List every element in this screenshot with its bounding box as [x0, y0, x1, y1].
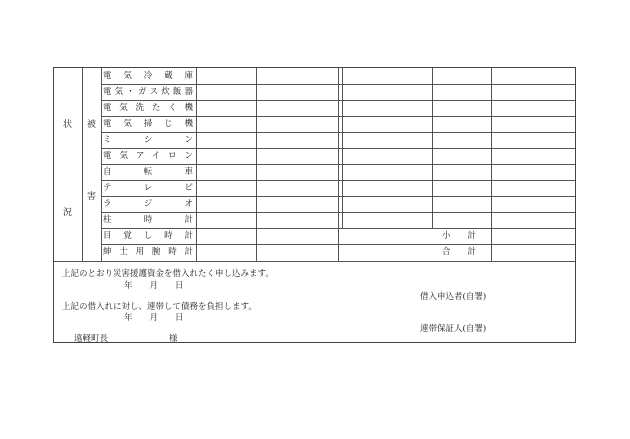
guarantee-statement: 上記の借入れに対し、連帯して債務を負担します。 — [62, 302, 257, 312]
damage-label-1: 被 — [87, 120, 97, 130]
row-line — [54, 261, 575, 262]
damage-label-2: 害 — [87, 192, 97, 202]
damage-status-table — [53, 67, 576, 343]
item-wall-clock: 柱時計 — [103, 215, 193, 225]
total-label: 合 計 — [442, 247, 477, 257]
status-label-2: 況 — [63, 208, 73, 218]
item-refrigerator: 電気冷蔵庫 — [103, 71, 193, 81]
subtotal-label: 小 計 — [442, 231, 477, 241]
item-radio: ラジオ — [103, 199, 193, 209]
application-statement: 上記のとおり災害援護資金を借入れたく申し込みます。 — [62, 269, 274, 279]
item-bicycle: 自転車 — [103, 167, 193, 177]
item-television: テレビ — [103, 183, 193, 193]
honorific-sama: 様 — [169, 334, 178, 344]
item-alarm-clock: 目覚し時計 — [103, 231, 193, 241]
item-vacuum-cleaner: 電気掃じ機 — [103, 119, 193, 129]
guarantor-signature-label: 連帯保証人(自署) — [420, 324, 487, 334]
applicant-signature-label: 借入申込者(自署) — [420, 292, 487, 302]
mayor-addressee: 遠軽町長 — [74, 334, 109, 344]
item-sewing-machine: ミシン — [103, 135, 193, 145]
item-rice-cooker: 電気・ガス炊飯器 — [103, 87, 193, 97]
status-label-1: 状 — [63, 120, 73, 130]
item-iron: 電気アイロン — [103, 151, 193, 161]
col-divider-label — [82, 68, 83, 261]
item-washing-machine: 電気洗たく機 — [103, 103, 193, 113]
item-mens-watch: 紳士用腕時計 — [103, 247, 193, 257]
guarantee-date: 年 月 日 — [124, 313, 184, 323]
application-date: 年 月 日 — [124, 281, 184, 291]
